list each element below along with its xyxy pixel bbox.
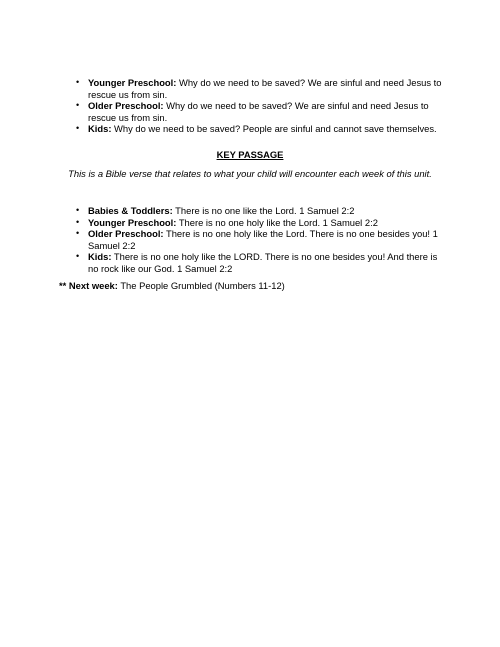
list-item-label: Kids:: [88, 251, 112, 262]
list-item-label: Younger Preschool:: [88, 216, 177, 228]
bullet-icon: •: [76, 100, 80, 110]
big-picture-question-list: [76, 77, 446, 135]
list-item: [76, 123, 446, 135]
bullet-icon: •: [76, 205, 80, 215]
next-week-text: The People Grumbled (Numbers 11-12): [117, 280, 285, 291]
list-item-text: There is no one holy like the LORD. There is no one besides you! And there is no rock like our God. 1 Samuel 2:2: [88, 251, 438, 274]
list-item: [76, 77, 446, 100]
next-week-line: [59, 280, 285, 292]
bullet-icon: •: [76, 251, 80, 261]
list-item-text: There is no one like the Lord. 1 Samuel 2:2: [172, 205, 355, 216]
list-item-label: Kids:: [88, 123, 112, 134]
list-item-label: Older Preschool:: [88, 228, 164, 239]
key-passage-list: [76, 205, 446, 274]
bullet-icon: •: [76, 216, 80, 227]
list-item: [76, 228, 446, 251]
list-item: [76, 251, 446, 274]
bullet-icon: •: [76, 77, 80, 87]
list-item-label: Younger Preschool:: [88, 77, 177, 88]
list-item: [76, 205, 446, 217]
list-item-label: Older Preschool:: [88, 100, 164, 111]
list-item: [76, 217, 446, 229]
list-item: [76, 100, 446, 123]
list-item-text: Why do we need to be saved? We are sinful and need Jesus to rescue us from sin.: [88, 100, 429, 123]
list-item-text: Why do we need to be saved? People are sinful and cannot save themselves.: [111, 123, 437, 134]
next-week-label: ** Next week:: [59, 280, 118, 291]
list-item-text: There is no one holy like the Lord. 1 Samuel 2:2: [176, 216, 378, 228]
list-item-text: There is no one holy like the Lord. There is no one besides you! 1 Samuel 2:2: [88, 228, 438, 251]
bullet-icon: •: [76, 228, 80, 238]
key-passage-heading: KEY PASSAGE: [216, 149, 284, 160]
list-item-text: Why do we need to be saved? We are sinful and need Jesus to rescue us from sin.: [88, 77, 442, 100]
key-passage-subtitle: This is a Bible verse that relates to what your child will encounter each week of this unit.: [68, 168, 432, 179]
list-item-label: Babies & Toddlers:: [88, 205, 173, 216]
bullet-icon: •: [76, 123, 80, 133]
